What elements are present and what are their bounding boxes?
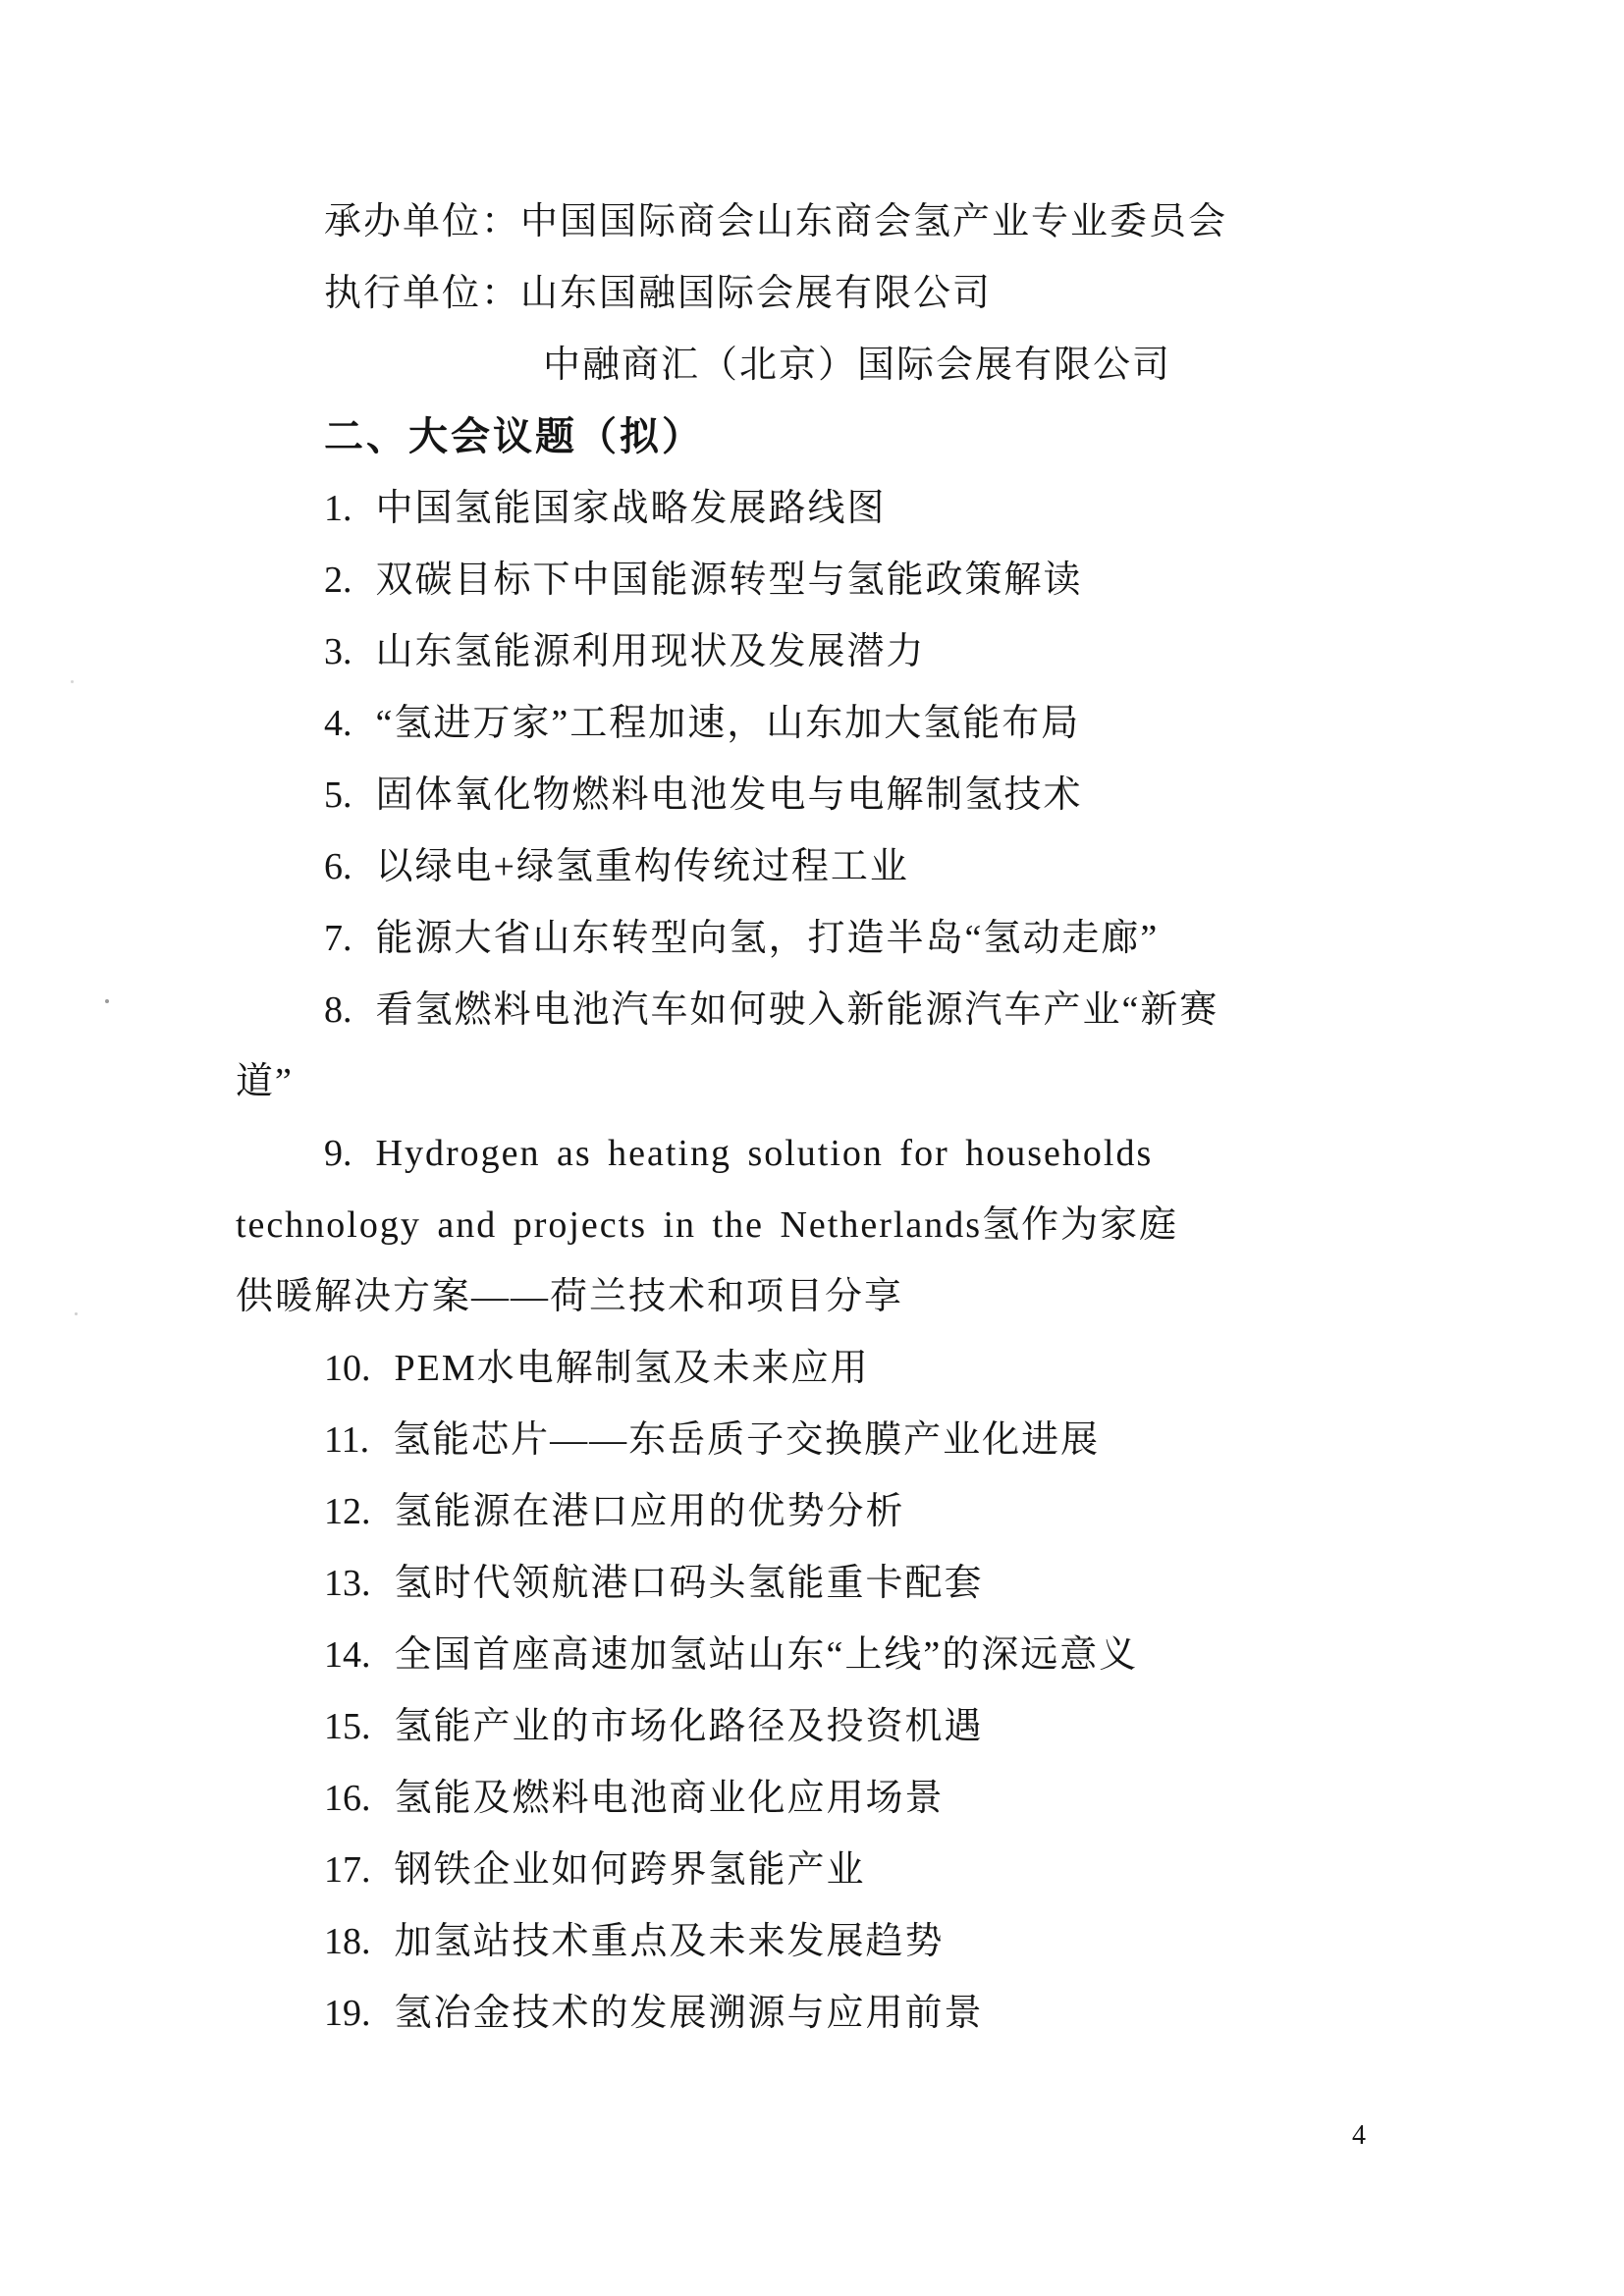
topic-item bbox=[324, 616, 1414, 688]
page-number: 4 bbox=[1352, 2120, 1366, 2151]
topic-number: 19. bbox=[324, 1993, 371, 2034]
topic-number: 17. bbox=[324, 1849, 371, 1891]
topic-item bbox=[324, 545, 1414, 616]
document-body bbox=[236, 187, 1414, 2050]
topic-text: 氢能及燃料电池商业化应用场景 bbox=[394, 1778, 945, 1819]
topic-text: 氢冶金技术的发展溯源与应用前景 bbox=[394, 1993, 984, 2034]
scan-speck bbox=[71, 680, 74, 683]
topic-item bbox=[324, 975, 1414, 1046]
topic-text: 氢能源在港口应用的优势分析 bbox=[394, 1491, 905, 1532]
topic-item bbox=[324, 903, 1414, 975]
topic-continuation: 供暖解决方案——荷兰技术和项目分享 bbox=[236, 1276, 904, 1317]
topic-text: 中国氢能国家战略发展路线图 bbox=[375, 488, 887, 529]
topic-item bbox=[324, 1978, 1414, 2050]
organizer-label: 执行单位： bbox=[324, 273, 521, 314]
topic-number: 12. bbox=[324, 1491, 371, 1532]
topic-text: 加氢站技术重点及未来发展趋势 bbox=[394, 1921, 945, 1962]
scan-speck bbox=[105, 999, 109, 1003]
topic-text: 全国首座高速加氢站山东“上线”的深远意义 bbox=[394, 1634, 1139, 1676]
topic-number: 9. bbox=[324, 1133, 352, 1174]
section-heading: 二、大会议题（拟） bbox=[324, 415, 704, 458]
topic-number: 4. bbox=[324, 703, 352, 744]
topic-number: 1. bbox=[324, 488, 352, 529]
topic-text: 氢能芯片——东岳质子交换膜产业化进展 bbox=[393, 1419, 1101, 1461]
topic-number: 15. bbox=[324, 1706, 371, 1747]
topic-item bbox=[324, 1548, 1414, 1620]
topic-continuation: technology and projects in the Netherlands氢作为家庭 bbox=[236, 1204, 1179, 1246]
topic-number: 11. bbox=[324, 1419, 370, 1461]
topic-number: 10. bbox=[324, 1348, 371, 1389]
topic-number: 18. bbox=[324, 1921, 371, 1962]
topic-text: “氢进万家”工程加速，山东加大氢能布局 bbox=[375, 703, 1081, 744]
organizer-label: 承办单位： bbox=[324, 201, 521, 242]
organizer-name: 山东国融国际会展有限公司 bbox=[520, 273, 993, 314]
topic-number: 2. bbox=[324, 560, 352, 601]
organizer-name: 中国国际商会山东商会氢产业专业委员会 bbox=[520, 201, 1228, 242]
topic-number: 8. bbox=[324, 989, 352, 1031]
topic-number: 7. bbox=[324, 918, 352, 959]
topic-item bbox=[324, 1620, 1414, 1691]
topic-text: 山东氢能源利用现状及发展潜力 bbox=[375, 631, 926, 672]
topic-item bbox=[324, 1763, 1414, 1835]
topic-item bbox=[324, 1476, 1414, 1548]
topic-text: 双碳目标下中国能源转型与氢能政策解读 bbox=[375, 560, 1083, 601]
topic-item bbox=[324, 760, 1414, 831]
topic-number: 5. bbox=[324, 774, 352, 816]
topic-number: 6. bbox=[324, 846, 352, 887]
scan-speck bbox=[75, 1312, 78, 1315]
topic-continuation: 道” bbox=[236, 1061, 294, 1102]
topic-number: 14. bbox=[324, 1634, 371, 1676]
topic-item bbox=[324, 1118, 1414, 1190]
topic-text: 钢铁企业如何跨界氢能产业 bbox=[394, 1849, 866, 1891]
topic-text: PEM水电解制氢及未来应用 bbox=[394, 1348, 870, 1389]
topic-text: Hydrogen as heating solution for households bbox=[375, 1133, 1154, 1174]
topic-number: 3. bbox=[324, 631, 352, 672]
organizer-line bbox=[543, 330, 1414, 401]
topic-number: 16. bbox=[324, 1778, 371, 1819]
topic-item bbox=[324, 1405, 1414, 1476]
topic-item bbox=[324, 1835, 1414, 1906]
topic-text: 看氢燃料电池汽车如何驶入新能源汽车产业“新赛 bbox=[375, 989, 1219, 1031]
topic-text: 氢时代领航港口码头氢能重卡配套 bbox=[394, 1563, 984, 1604]
topic-text: 固体氧化物燃料电池发电与电解制氢技术 bbox=[375, 774, 1083, 816]
topic-number: 13. bbox=[324, 1563, 371, 1604]
topic-item bbox=[324, 1691, 1414, 1763]
topic-item bbox=[324, 1333, 1414, 1405]
topic-item bbox=[324, 473, 1414, 545]
topic-text: 以绿电+绿氢重构传统过程工业 bbox=[375, 846, 909, 887]
topic-item bbox=[324, 1906, 1414, 1978]
organizer-line bbox=[324, 258, 1414, 330]
organizer-line bbox=[324, 187, 1414, 258]
topic-text: 能源大省山东转型向氢，打造半岛“氢动走廊” bbox=[375, 918, 1160, 959]
topic-item bbox=[324, 831, 1414, 903]
topic-item bbox=[324, 688, 1414, 760]
topic-text: 氢能产业的市场化路径及投资机遇 bbox=[394, 1706, 984, 1747]
organizer-name: 中融商汇（北京）国际会展有限公司 bbox=[543, 345, 1172, 386]
